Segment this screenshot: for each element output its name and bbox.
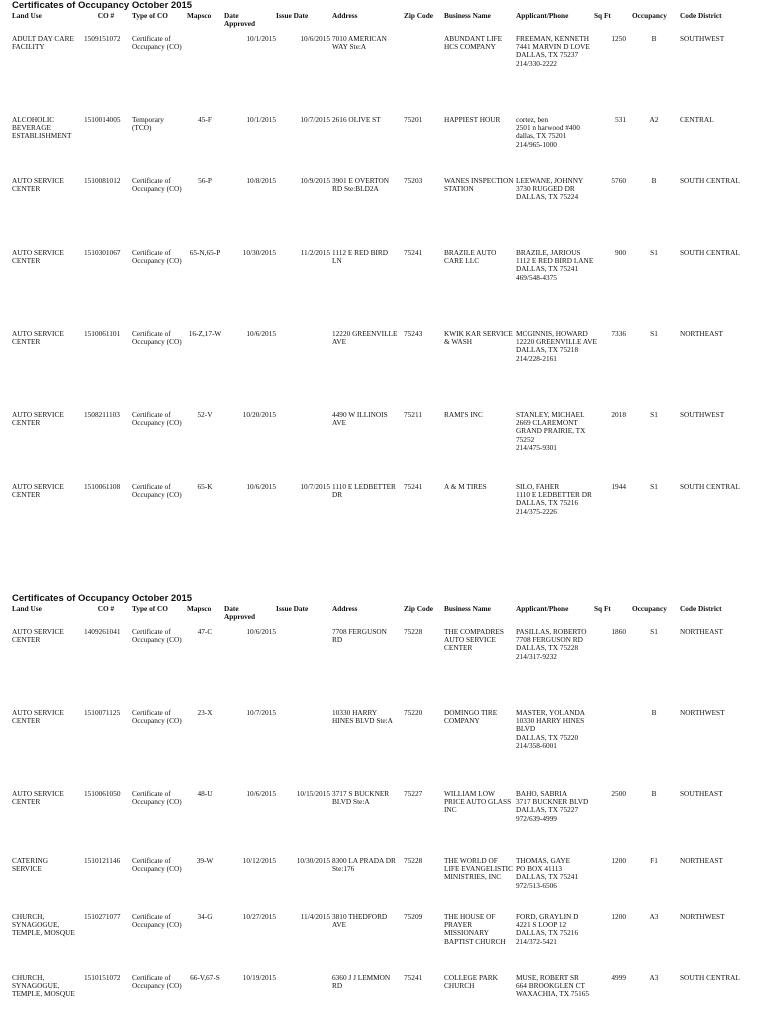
header-code-district: Code District [680, 12, 722, 20]
header-occupancy: Occupancy [632, 12, 667, 20]
cell-code-district: SOUTHWEST [680, 411, 725, 419]
cell-business-name: COLLEGE PARK CHURCH [444, 974, 498, 991]
header-address: Address [332, 12, 358, 20]
cell-co-number: 1508211103 [84, 411, 120, 419]
report-section-2 [12, 593, 756, 1024]
cell-land-use: CHURCH, SYNAGOGUE, TEMPLE, MOSQUE [12, 913, 75, 938]
cell-applicant-phone: LEEWANE, JOHNNY 3730 RUGGED DR DALLAS, TX 75224 [516, 177, 584, 202]
header-issue-date: Issue Date [276, 605, 309, 613]
cell-address: 10330 HARRY HINES BLVD Ste:A [332, 709, 393, 726]
cell-business-name: WILLIAM LOW PRICE AUTO GLASS INC [444, 790, 512, 815]
header-type-of-co: Type of CO [132, 605, 168, 613]
header-code-district: Code District [680, 605, 722, 613]
cell-sq-ft: 1944 [611, 483, 626, 491]
cell-date-approved: 10/20/2015 [242, 411, 276, 419]
cell-land-use: AUTO SERVICE CENTER [12, 628, 64, 645]
cell-code-district: SOUTHWEST [680, 35, 725, 43]
cell-date-approved: 10/1/2015 [246, 35, 276, 43]
cell-address: 2616 OLIVE ST [332, 116, 381, 124]
cell-co-number: 1510081012 [84, 177, 121, 185]
cell-business-name: THE WORLD OF LIFE EVANGELISTIC MINISTRIES, INC [444, 857, 513, 882]
cell-type-of-co: Temporary (TCO) [132, 116, 164, 133]
table-row [12, 974, 756, 1024]
header-sq-ft: Sq Ft [594, 12, 611, 20]
cell-address: 12220 GREENVILLE AVE [332, 330, 398, 347]
cell-code-district: NORTHEAST [680, 857, 723, 865]
cell-address: 3810 THEDFORD AVE [332, 913, 388, 930]
cell-applicant-phone: cortez, ben 2501 n harwood #400 dallas, TX 75201 214/965-1000 [516, 116, 580, 149]
cell-business-name: A & M TIRES [444, 483, 487, 491]
table-row [12, 249, 756, 330]
cell-sq-ft: 1200 [611, 913, 626, 921]
cell-sq-ft: 4999 [611, 974, 626, 982]
cell-co-number: 1510061050 [84, 790, 121, 798]
cell-mapsco: 52-V [197, 411, 213, 419]
cell-occupancy: S1 [650, 249, 658, 257]
cell-co-number: 1510014005 [84, 116, 121, 124]
cell-applicant-phone: STANLEY, MICHAEL 2669 CLAREMONT GRAND PRAIRIE, TX 75252 214/475-9301 [516, 411, 586, 452]
header-co-number: CO # [97, 12, 115, 20]
cell-applicant-phone: FREEMAN, KENNETH 7441 MARVIN D LOVE DALLAS, TX 75237 214/330-2222 [516, 35, 590, 68]
cell-zip-code: 75220 [404, 709, 423, 717]
cell-mapsco: 39-W [196, 857, 214, 865]
cell-code-district: SOUTH CENTRAL [680, 483, 740, 491]
cell-address: 3717 S BUCKNER BLVD Ste:A [332, 790, 390, 807]
cell-applicant-phone: THOMAS, GAYE PO BOX 41113 DALLAS, TX 75241 972/513-6506 [516, 857, 579, 890]
cell-date-approved: 10/19/2015 [242, 974, 276, 982]
cell-date-approved: 10/1/2015 [246, 116, 276, 124]
table-row [12, 330, 756, 411]
report-section-1 [12, 0, 756, 543]
cell-occupancy: B [651, 35, 657, 43]
cell-type-of-co: Certificate of Occupancy (CO) [132, 249, 182, 266]
header-mapsco: Mapsco [187, 605, 212, 613]
cell-sq-ft: 1200 [611, 857, 626, 865]
cell-address: 7708 FERGUSON RD [332, 628, 387, 645]
cell-mapsco: 66-V,67-S [190, 974, 220, 982]
cell-land-use: AUTO SERVICE CENTER [12, 330, 64, 347]
cell-sq-ft: 2018 [611, 411, 626, 419]
cell-date-approved: 10/12/2015 [242, 857, 276, 865]
cell-business-name: RAMI'S INC [444, 411, 483, 419]
table-row [12, 35, 756, 116]
cell-issue-date: 10/7/2015 [300, 116, 330, 124]
cell-code-district: SOUTH CENTRAL [680, 177, 740, 185]
cell-land-use: AUTO SERVICE CENTER [12, 483, 64, 500]
table-header-row [12, 12, 756, 35]
header-land-use: Land Use [12, 12, 42, 20]
cell-co-number: 1510121146 [84, 857, 121, 865]
header-applicant-phone: Applicant/Phone [516, 605, 569, 613]
table-row [12, 857, 756, 913]
cell-business-name: WANES INSPECTION STATION [444, 177, 514, 194]
cell-business-name: KWIK KAR SERVICE & WASH [444, 330, 513, 347]
cell-land-use: ALCOHOLIC BEVERAGE ESTABLISHMENT [12, 116, 72, 141]
cell-business-name: HAPPIEST HOUR [444, 116, 501, 124]
cell-date-approved: 10/6/2015 [246, 483, 276, 491]
cell-applicant-phone: BRAZILE, JARIOUS 1112 E RED BIRD LANE DALLAS, TX 75241 469/548-4375 [516, 249, 594, 282]
header-land-use: Land Use [12, 605, 42, 613]
cell-land-use: AUTO SERVICE CENTER [12, 709, 64, 726]
cell-land-use: AUTO SERVICE CENTER [12, 790, 64, 807]
cell-occupancy: B [651, 177, 657, 185]
cell-mapsco: 47-C [197, 628, 213, 636]
cell-address: 3901 E OVERTON RD Ste:BLD2A [332, 177, 389, 194]
cell-zip-code: 75243 [404, 330, 423, 338]
cell-type-of-co: Certificate of Occupancy (CO) [132, 411, 182, 428]
cell-code-district: NORTHWEST [680, 709, 725, 717]
cell-zip-code: 75228 [404, 857, 423, 865]
table-row [12, 628, 756, 709]
cell-zip-code: 75201 [404, 116, 423, 124]
cell-sq-ft: 1250 [611, 35, 626, 43]
cell-mapsco: 48-U [197, 790, 213, 798]
cell-address: 4490 W ILLINOIS AVE [332, 411, 388, 428]
cell-mapsco: 45-F [198, 116, 212, 124]
cell-code-district: SOUTH CENTRAL [680, 249, 740, 257]
cell-type-of-co: Certificate of Occupancy (CO) [132, 790, 182, 807]
cell-land-use: ADULT DAY CARE FACILITY [12, 35, 74, 52]
cell-occupancy: A3 [649, 974, 659, 982]
cell-address: 7010 AMERICAN WAY Ste:A [332, 35, 387, 52]
cell-type-of-co: Certificate of Occupancy (CO) [132, 330, 182, 347]
table-row [12, 483, 756, 543]
cell-applicant-phone: MASTER, YOLANDA 10330 HARRY HINES BLVD DALLAS, TX 75220 214/358-6001 [516, 709, 586, 750]
cell-sq-ft: 900 [615, 249, 626, 257]
cell-type-of-co: Certificate of Occupancy (CO) [132, 628, 182, 645]
cell-occupancy: F1 [650, 857, 658, 865]
cell-occupancy: A3 [649, 913, 659, 921]
cell-co-number: 1509151072 [84, 35, 121, 43]
table-row [12, 116, 756, 177]
header-co-number: CO # [97, 605, 115, 613]
cell-type-of-co: Certificate of Occupancy (CO) [132, 483, 182, 500]
table-row [12, 790, 756, 857]
cell-occupancy: B [651, 790, 657, 798]
cell-zip-code: 75211 [404, 411, 422, 419]
cell-type-of-co: Certificate of Occupancy (CO) [132, 974, 182, 991]
cell-zip-code: 75209 [404, 913, 423, 921]
cell-issue-date: 10/6/2015 [300, 35, 330, 43]
cell-co-number: 1510301067 [84, 249, 121, 257]
cell-zip-code: 75203 [404, 177, 423, 185]
header-sq-ft: Sq Ft [594, 605, 611, 613]
cell-issue-date: 10/30/2015 [296, 857, 330, 865]
cell-code-district: NORTHWEST [680, 913, 725, 921]
table-header-row [12, 605, 756, 628]
cell-zip-code: 75227 [404, 790, 423, 798]
cell-type-of-co: Certificate of Occupancy (CO) [132, 35, 182, 52]
cell-code-district: SOUTH CENTRAL [680, 974, 740, 982]
cell-type-of-co: Certificate of Occupancy (CO) [132, 177, 182, 194]
cell-occupancy: S1 [650, 628, 658, 636]
cell-business-name: DOMINGO TIRE COMPANY [444, 709, 498, 726]
table-row [12, 913, 756, 974]
cell-type-of-co: Certificate of Occupancy (CO) [132, 913, 182, 930]
cell-code-district: NORTHEAST [680, 330, 723, 338]
cell-zip-code: 75228 [404, 628, 423, 636]
report-title: Certificates of Occupancy October 2015 [12, 593, 193, 604]
table-row [12, 177, 756, 249]
header-issue-date: Issue Date [276, 12, 309, 20]
cell-occupancy: B [651, 709, 657, 717]
table-row [12, 411, 756, 483]
header-address: Address [332, 605, 358, 613]
cell-co-number: 1409261041 [84, 628, 121, 636]
cell-type-of-co: Certificate of Occupancy (CO) [132, 857, 182, 874]
cell-co-number: 1510151072 [84, 974, 121, 982]
cell-sq-ft: 531 [615, 116, 626, 124]
header-occupancy: Occupancy [632, 605, 667, 613]
header-business-name: Business Name [444, 605, 491, 613]
cell-zip-code: 75241 [404, 974, 423, 982]
cell-code-district: CENTRAL [680, 116, 714, 124]
cell-issue-date: 10/9/2015 [300, 177, 330, 185]
header-date-approved: Date Approved [224, 605, 256, 622]
cell-business-name: THE COMPADRES AUTO SERVICE CENTER [444, 628, 504, 653]
cell-address: 8300 LA PRADA DR Ste:176 [332, 857, 396, 874]
cell-applicant-phone: BAHO, SABRIA 3717 BUCKNER BLVD DALLAS, TX 75227 972/639-4999 [516, 790, 589, 823]
cell-sq-ft: 2500 [611, 790, 626, 798]
cell-zip-code: 75241 [404, 249, 423, 257]
header-type-of-co: Type of CO [132, 12, 168, 20]
cell-issue-date: 11/4/2015 [300, 913, 330, 921]
table-row [12, 709, 756, 790]
cell-mapsco: 23-X [197, 709, 213, 717]
cell-applicant-phone: FORD, GRAYLIN D 4221 S LOOP 12 DALLAS, TX 75216 214/372-5421 [516, 913, 579, 946]
cell-land-use: AUTO SERVICE CENTER [12, 249, 64, 266]
cell-co-number: 1510061108 [84, 483, 121, 491]
cell-address: 1110 E LEDBETTER DR [332, 483, 396, 500]
cell-land-use: CATERING SERVICE [12, 857, 49, 874]
cell-address: 1112 E RED BIRD LN [332, 249, 389, 266]
header-business-name: Business Name [444, 12, 491, 20]
cell-issue-date: 10/15/2015 [296, 790, 330, 798]
cell-address: 6360 J J LEMMON RD [332, 974, 391, 991]
cell-type-of-co: Certificate of Occupancy (CO) [132, 709, 182, 726]
cell-sq-ft: 1860 [611, 628, 626, 636]
header-zip-code: Zip Code [404, 605, 433, 613]
cell-date-approved: 10/6/2015 [246, 790, 276, 798]
cell-mapsco: 65-N,65-P [189, 249, 221, 257]
cell-mapsco: 65-K [197, 483, 213, 491]
cell-issue-date: 11/2/2015 [300, 249, 330, 257]
cell-business-name: THE HOUSE OF PRAYER MISSIONARY BAPTIST CHURCH [444, 913, 506, 946]
cell-sq-ft: 5760 [611, 177, 626, 185]
cell-occupancy: A2 [649, 116, 659, 124]
cell-mapsco: 56-P [198, 177, 212, 185]
cell-date-approved: 10/8/2015 [246, 177, 276, 185]
report-title: Certificates of Occupancy October 2015 [12, 0, 193, 11]
header-mapsco: Mapsco [187, 12, 212, 20]
cell-mapsco: 34-G [197, 913, 213, 921]
cell-business-name: ABUNDANT LIFE HCS COMPANY [444, 35, 503, 52]
header-date-approved: Date Approved [224, 12, 256, 29]
cell-land-use: AUTO SERVICE CENTER [12, 411, 64, 428]
cell-mapsco: 16-Z,17-W [188, 330, 222, 338]
cell-business-name: BRAZILE AUTO CARE LLC [444, 249, 497, 266]
cell-date-approved: 10/6/2015 [246, 628, 276, 636]
cell-occupancy: S1 [650, 411, 658, 419]
cell-applicant-phone: SILO, FAHER 1110 E LEDBETTER DR DALLAS, TX 75216 214/375-2226 [516, 483, 592, 516]
cell-zip-code: 75241 [404, 483, 423, 491]
cell-land-use: AUTO SERVICE CENTER [12, 177, 64, 194]
header-zip-code: Zip Code [404, 12, 433, 20]
cell-applicant-phone: MUSE, ROBERT SR 664 BROOKGLEN CT WAXACHIA, TX 75165 [516, 974, 590, 999]
cell-code-district: NORTHEAST [680, 628, 723, 636]
cell-occupancy: S1 [650, 483, 658, 491]
cell-co-number: 1510061101 [84, 330, 121, 338]
cell-applicant-phone: MCGINNIS, HOWARD 12220 GREENVILLE AVE DALLAS, TX 75218 214/228-2161 [516, 330, 597, 363]
cell-issue-date: 10/7/2015 [300, 483, 330, 491]
cell-code-district: SOUTHEAST [680, 790, 723, 798]
cell-date-approved: 10/6/2015 [246, 330, 276, 338]
cell-date-approved: 10/7/2015 [246, 709, 276, 717]
cell-sq-ft: 7336 [611, 330, 626, 338]
cell-land-use: CHURCH, SYNAGOGUE, TEMPLE, MOSQUE [12, 974, 75, 999]
cell-date-approved: 10/30/2015 [242, 249, 276, 257]
cell-co-number: 1510271077 [84, 913, 121, 921]
cell-co-number: 1510071125 [84, 709, 121, 717]
cell-occupancy: S1 [650, 330, 658, 338]
header-applicant-phone: Applicant/Phone [516, 12, 569, 20]
cell-applicant-phone: PASILLAS, ROBERTO 7708 FERGUSON RD DALLAS, TX 75228 214/317-9232 [516, 628, 587, 661]
cell-date-approved: 10/27/2015 [242, 913, 276, 921]
